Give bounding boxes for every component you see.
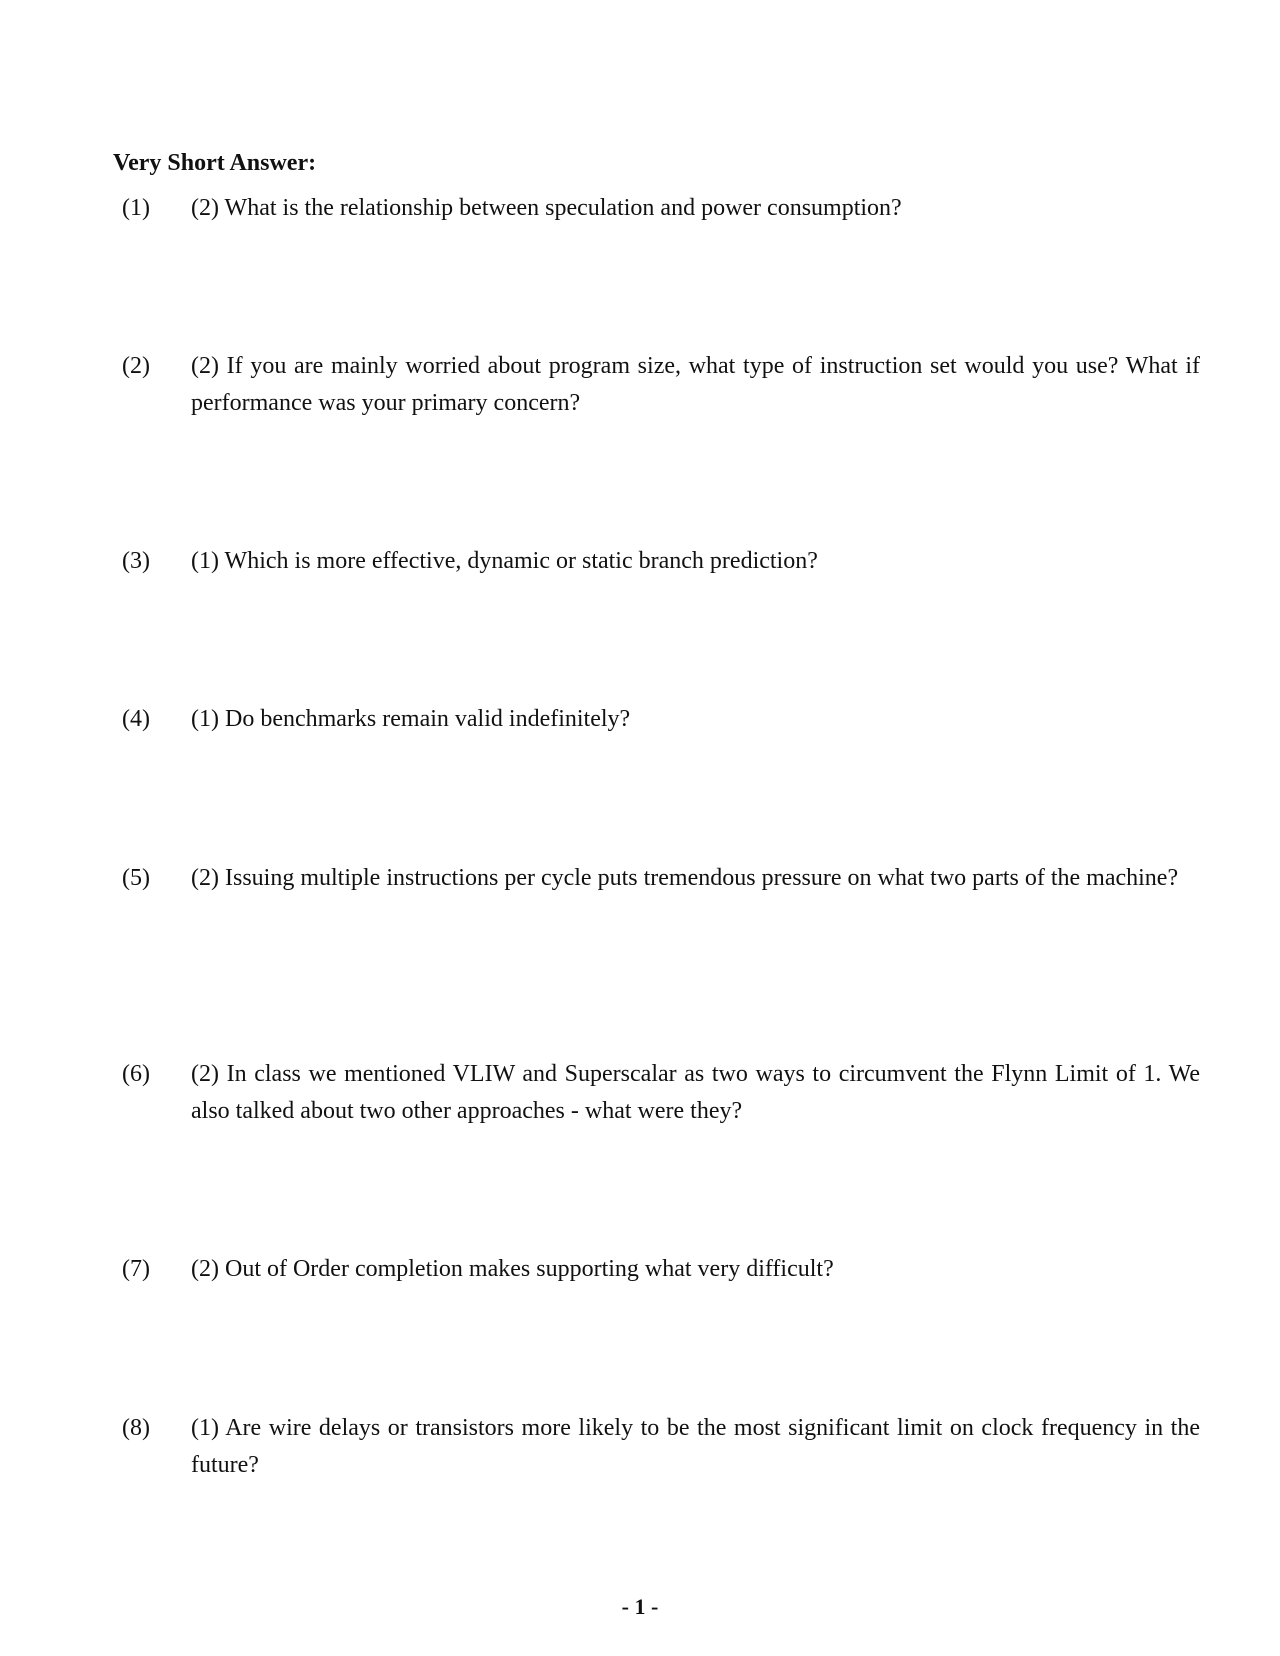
question-number: (5) (122, 865, 150, 891)
question-text: (2) If you are mainly worried about program size, what type of instruction set would you use? What if performance was your primary concern? (191, 353, 1200, 416)
question-item (122, 860, 1200, 897)
question-text: (2) Out of Order completion makes supporting what very difficult? (191, 1256, 834, 1282)
question-item (122, 1410, 1200, 1484)
question-item (122, 1056, 1200, 1130)
question-text: (1) Do benchmarks remain valid indefinitely? (191, 706, 631, 732)
page-number: - 1 - (621, 1594, 659, 1619)
question-item (122, 543, 1200, 580)
question-number: (6) (122, 1061, 150, 1087)
question-text: (2) In class we mentioned VLIW and Superscalar as two ways to circumvent the Flynn Limit of 1. We also talked about two other approaches - what were they? (191, 1061, 1200, 1124)
question-item (122, 348, 1200, 422)
section-heading: Very Short Answer: (113, 150, 317, 176)
question-number: (3) (122, 548, 150, 574)
question-text: (2) Issuing multiple instructions per cycle puts tremendous pressure on what two parts of the machine? (191, 865, 1179, 891)
question-text: (2) What is the relationship between speculation and power consumption? (191, 195, 902, 221)
question-text: (1) Are wire delays or transistors more likely to be the most significant limit on clock frequency in the future? (191, 1415, 1200, 1478)
question-number: (7) (122, 1256, 150, 1282)
question-number: (8) (122, 1415, 150, 1441)
question-text: (1) Which is more effective, dynamic or static branch prediction? (191, 548, 818, 574)
question-number: (4) (122, 706, 150, 732)
question-number: (2) (122, 353, 150, 379)
question-item (122, 701, 1200, 738)
question-item (122, 1251, 1200, 1288)
question-number: (1) (122, 195, 150, 221)
question-item (122, 190, 1200, 227)
